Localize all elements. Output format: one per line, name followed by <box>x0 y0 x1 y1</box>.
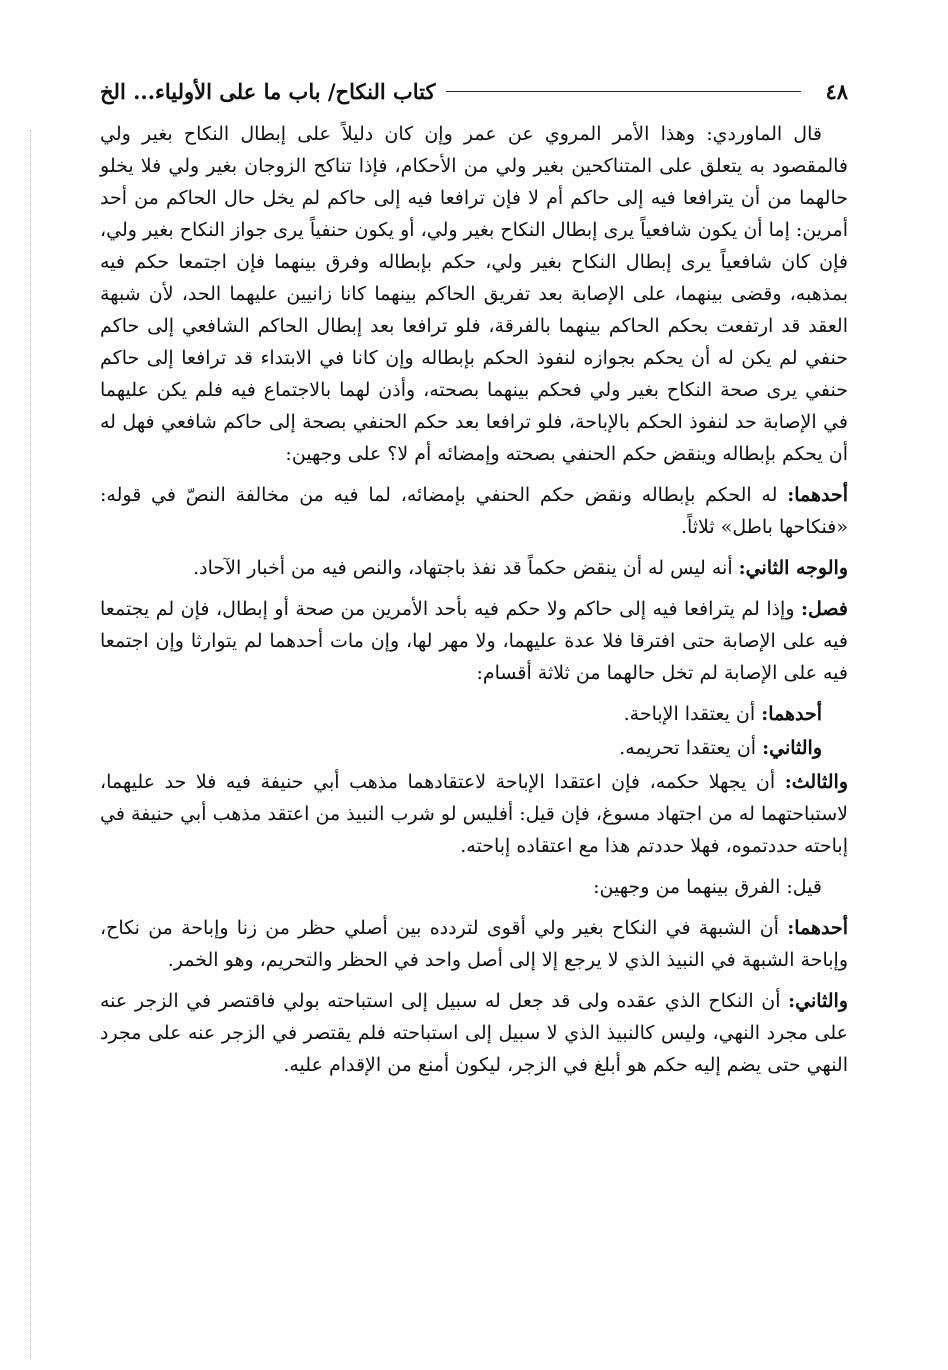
header-rule <box>446 91 802 92</box>
paragraph-lead: والثالث: <box>784 771 848 793</box>
paragraph-lead: فصل: <box>801 598 848 620</box>
paragraph-text: أن يجهلا حكمه، فإن اعتقدا الإباحة لاعتقادهما مذهب أبي حنيفة فيه فلا حد عليهما، لاستباحتهما له من اجتهاد مسوغ، فإن قيل: أفليس لو شرب النبيذ من اعتقد مذهب أبي حنيفة في إباحته حددتموه، فهلا حددتم هذا مع اعتقاده إباحته. <box>100 771 848 857</box>
paragraph-text: أن يعتقدا تحريمه. <box>619 737 763 759</box>
paragraph-text: وإذا لم يترافعا فيه إلى حاكم ولا حكم فيه بأحد الأمرين من صحة أو إبطال، فإن لم يجتمعا فيه على الإصابة حتى افترقا فلا عدة عليهما، ولا مهر لها، وإن مات أحدهما لم يتوارثا وإن اجتمعا فيه على الإصابة لم تخل حالهما من ثلاثة أقسام: <box>100 598 848 684</box>
paragraph-text: أن النكاح الذي عقده ولى قد جعل له سبيل إلى استباحته بولي فاقتصر في الزجر عنه على مجرد النهي، وليس كالنبيذ الذي لا سبيل إلى استباحته فلم يقتصر في الزجر عنه على مجرد النهي حتى يضم إليه حكم هو أبلغ في الزجر، ليكون أمنع من الإقدام عليه. <box>100 990 848 1076</box>
list-item-second <box>100 732 848 764</box>
paragraph-lead: أحدهما: <box>787 484 848 506</box>
body-text <box>100 118 848 1090</box>
page-header <box>100 76 848 106</box>
paragraph-answer: قيل: الفرق بينهما من وجهين: <box>593 876 822 898</box>
list-item-third <box>100 766 848 862</box>
paragraph-lead: أحدهما: <box>761 703 822 725</box>
paragraph-text: له الحكم بإبطاله ونقض حكم الحنفي بإمضائه، لما فيه من مخالفة النصّ في قوله: «فنكاحها باطل» ثلاثاً. <box>100 484 848 538</box>
paragraph-second-view <box>100 552 848 584</box>
paragraph-section <box>100 593 848 689</box>
paragraph-first-view <box>100 479 848 543</box>
paragraph-text: أنه ليس له أن ينقض حكماً قد نفذ باجتهاد، والنص فيه من أخبار الآحاد. <box>193 557 739 579</box>
running-title: كتاب النكاح/ باب ما على الأولياء... الخ <box>100 78 436 104</box>
page-number: ٤٨ <box>825 78 848 104</box>
paragraph-text: أن الشبهة في النكاح بغير ولي أقوى لتردده بين أصلي حظر من زنا وإباحة من نكاح، وإباحة الشبهة في النبيذ الذي لا يرجع إلا إلى أصل واحد في الحظر والتحريم، وهو الخمر. <box>100 917 848 971</box>
paragraph-lead: والثاني: <box>788 990 848 1012</box>
paragraph-text: أن يعتقدا الإباحة. <box>623 703 762 725</box>
paragraph-lead: والوجه الثاني: <box>738 557 848 579</box>
paragraph-lead: والثاني: <box>762 737 822 759</box>
paragraph-intro: قال الماوردي: وهذا الأمر المروي عن عمر وإن كان دليلاً على إبطال النكاح بغير ولي فالمقصود به يتعلق على المتناكحين بغير ولي من الأحكام، فإذا تناكح الزوجان بغير ولي فلا يخلو حالهما من أن يترافعا فيه إلى حاكم أم لا فإن ترافعا فيه إلى حاكم لم يخل حال الحاكم من أحد أمرين: إما أن يكون شافعياً يرى إبطال النكاح بغير ولي، أو يكون حنفياً يرى جواز النكاح بغير ولي، فإن كان شافعياً يرى إبطال النكاح بغير ولي، حكم بإبطاله وفرق بينهما فإن اجتمعا حكم فيه بمذهبه، وقضى بينهما، على الإصابة بعد تفريق الحاكم بينهما كانا زانيين عليهما الحد، لأن شبهة العقد قد ارتفعت بحكم الحاكم بينهما بالفرقة، فلو ترافعا بعد إبطال الحاكم الشافعي إلى حاكم حنفي لم يكن له أن يحكم بجوازه لنفوذ الحكم بإبطاله وإن كانا في الابتداء قد ترافعا إلى حاكم حنفي يرى صحة النكاح بغير ولي فحكم بينهما بصحته، وأذن لهما بالاجتماع فيه فلم يكن عليهما في الإصابة حد لنفوذ الحكم بالإباحة، فلو ترافعا بعد حكم الحنفي بصحة إلى حاكم شافعي فهل له أن يحكم بإبطاله وينقض حكم الحنفي بصحته وإمضائه أم لا؟ على وجهين: <box>100 123 848 465</box>
paragraph-lead: أحدهما: <box>787 917 848 939</box>
paragraph-answer-first <box>100 912 848 976</box>
paragraph-answer-second <box>100 985 848 1081</box>
scan-edge-line <box>30 130 31 1360</box>
list-item-first <box>100 698 848 730</box>
